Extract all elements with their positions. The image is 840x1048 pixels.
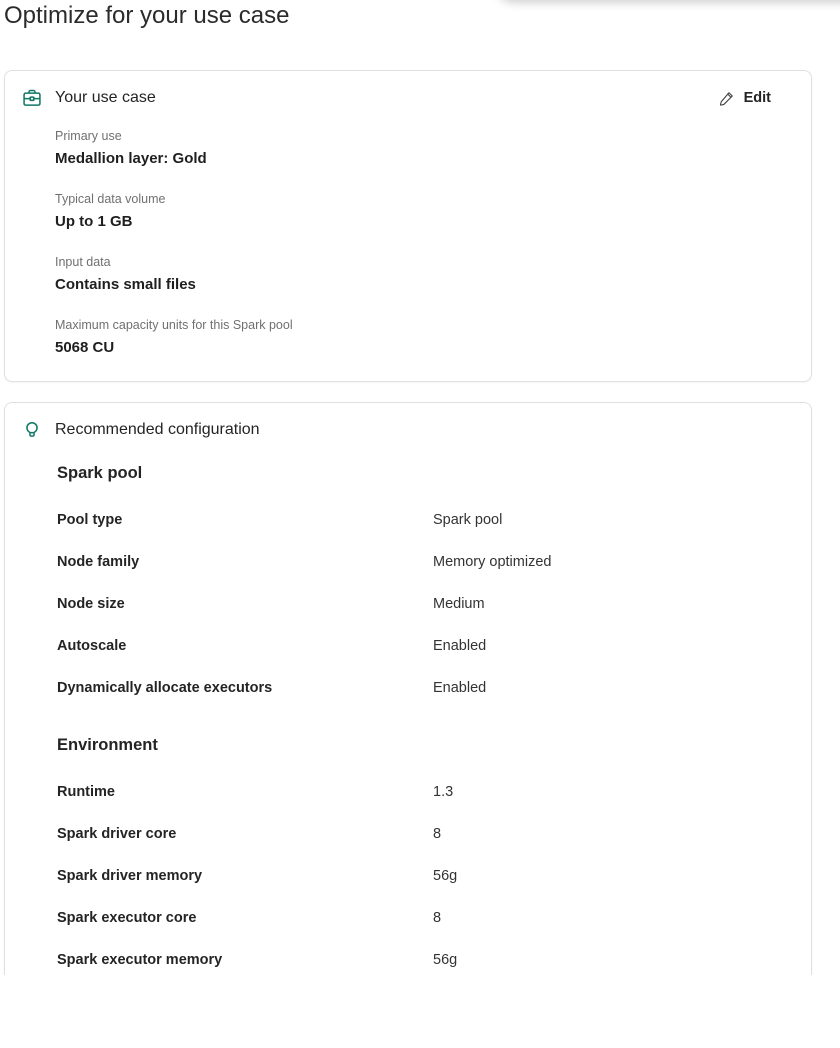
config-row-executor-memory: [57, 950, 795, 970]
config-row-autoscale: [57, 636, 795, 656]
recommended-card-body: [57, 462, 795, 970]
field-label: Input data: [55, 255, 111, 269]
field-label: Primary use: [55, 129, 122, 143]
config-label: Spark driver core: [57, 826, 177, 842]
field-value: Medallion layer: Gold: [55, 150, 207, 167]
config-value: 8: [433, 826, 442, 842]
use-case-card-title: Your use case: [55, 89, 156, 106]
edit-button[interactable]: [708, 86, 781, 111]
recommended-card-title: Recommended configuration: [55, 421, 260, 438]
field-primary-use: [55, 128, 795, 169]
config-value: 56g: [433, 952, 458, 968]
config-label: Spark executor core: [57, 910, 197, 926]
config-row-node-size: [57, 594, 795, 614]
field-data-volume: [55, 191, 795, 232]
field-label: Maximum capacity units for this Spark pool: [55, 318, 293, 332]
config-label: Runtime: [57, 784, 115, 800]
use-case-card-header: [21, 86, 795, 110]
config-row-driver-memory: [57, 866, 795, 886]
config-row-node-family: [57, 552, 795, 572]
config-label: Pool type: [57, 512, 123, 528]
field-value: 5068 CU: [55, 339, 115, 356]
config-label: Node family: [57, 554, 140, 570]
config-value: Enabled: [433, 638, 487, 654]
config-label: Spark driver memory: [57, 868, 203, 884]
recommended-card-header: [21, 418, 795, 442]
config-value: 56g: [433, 868, 458, 884]
config-value: Spark pool: [433, 512, 503, 528]
use-case-card: [4, 70, 812, 382]
field-input-data: [55, 254, 795, 295]
edit-button-label: Edit: [743, 90, 771, 106]
config-value: 1.3: [433, 784, 454, 800]
pencil-icon: [718, 90, 735, 107]
config-row-pool-type: [57, 510, 795, 530]
field-value: Contains small files: [55, 276, 196, 293]
field-value: Up to 1 GB: [55, 213, 133, 230]
field-max-capacity: [55, 317, 795, 358]
config-row-runtime: [57, 782, 795, 802]
config-label: Dynamically allocate executors: [57, 680, 273, 696]
config-row-dynamic-executors: [57, 678, 795, 698]
config-row-executor-core: [57, 908, 795, 928]
config-label: Autoscale: [57, 638, 127, 654]
use-case-fields: [55, 128, 795, 358]
config-value: Memory optimized: [433, 554, 552, 570]
page-title: Optimize for your use case: [4, 2, 290, 29]
config-row-driver-core: [57, 824, 795, 844]
briefcase-icon: [21, 87, 43, 109]
field-label: Typical data volume: [55, 192, 166, 206]
lightbulb-icon: [21, 419, 43, 441]
config-value: 8: [433, 910, 442, 926]
config-label: Node size: [57, 596, 125, 612]
config-value: Medium: [433, 596, 485, 612]
section-heading-environment: Environment: [57, 736, 158, 754]
config-value: Enabled: [433, 680, 487, 696]
section-heading-spark-pool: Spark pool: [57, 464, 143, 482]
recommended-configuration-card: [4, 402, 812, 975]
config-label: Spark executor memory: [57, 952, 223, 968]
